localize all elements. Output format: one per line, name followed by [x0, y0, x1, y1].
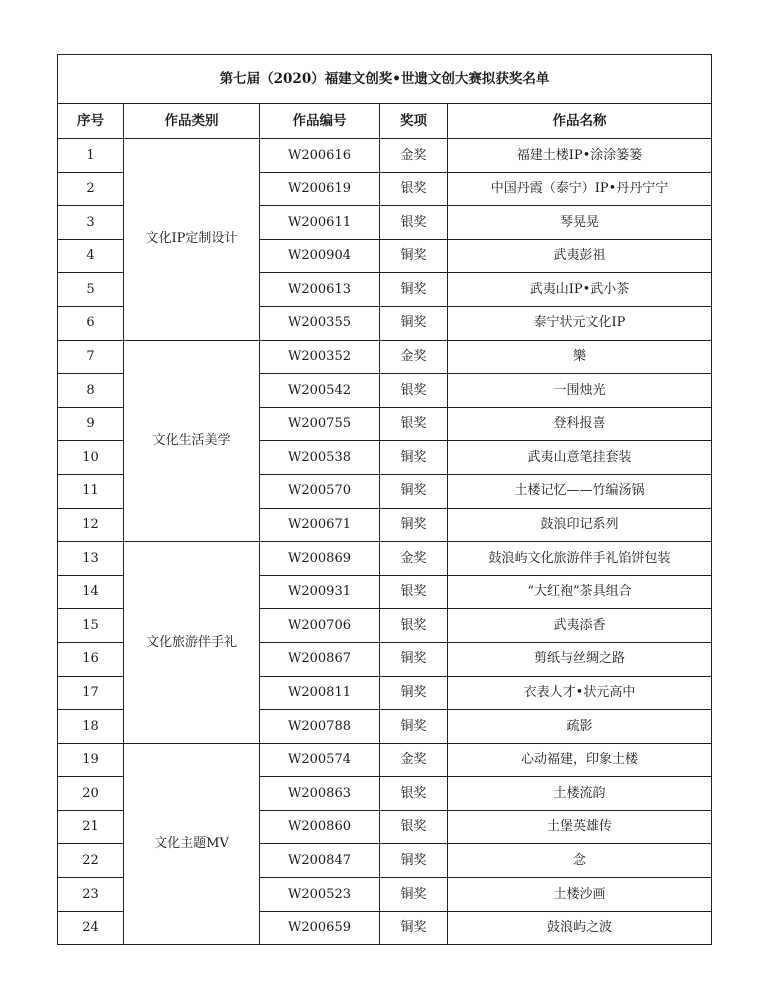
cell-code: W200523 [260, 878, 380, 912]
cell-code: W200788 [260, 710, 380, 744]
cell-code: W200619 [260, 172, 380, 206]
cell-serial: 6 [58, 306, 124, 340]
cell-work-name: 琴晃晃 [448, 206, 712, 240]
cell-award: 银奖 [380, 172, 448, 206]
cell-award: 银奖 [380, 374, 448, 408]
cell-serial: 17 [58, 676, 124, 710]
cell-work-name: 心动福建，印象土楼 [448, 743, 712, 777]
cell-serial: 24 [58, 911, 124, 945]
cell-work-name: 武夷彭祖 [448, 239, 712, 273]
cell-serial: 9 [58, 407, 124, 441]
cell-work-name: 剪纸与丝绸之路 [448, 642, 712, 676]
cell-award: 金奖 [380, 542, 448, 576]
cell-code: W200863 [260, 777, 380, 811]
cell-award: 铜奖 [380, 710, 448, 744]
cell-award: 铜奖 [380, 474, 448, 508]
cell-award: 铜奖 [380, 844, 448, 878]
cell-award: 银奖 [380, 206, 448, 240]
cell-work-name: 念 [448, 844, 712, 878]
cell-work-name: “大红袍”茶具组合 [448, 575, 712, 609]
cell-code: W200671 [260, 508, 380, 542]
header-category: 作品类别 [124, 104, 260, 139]
cell-award: 铜奖 [380, 642, 448, 676]
cell-work-name: 鼓浪屿文化旅游伴手礼馅饼包装 [448, 542, 712, 576]
cell-work-name: 中国丹霞（泰宁）IP•丹丹宁宁 [448, 172, 712, 206]
cell-work-name: 土楼流韵 [448, 777, 712, 811]
table-row [58, 743, 712, 777]
header-work-name: 作品名称 [448, 104, 712, 139]
cell-code: W200847 [260, 844, 380, 878]
cell-serial: 10 [58, 441, 124, 475]
cell-code: W200869 [260, 542, 380, 576]
cell-serial: 23 [58, 878, 124, 912]
cell-serial: 14 [58, 575, 124, 609]
cell-work-name: 泰宁状元文化IP [448, 306, 712, 340]
table-row [58, 542, 712, 576]
cell-code: W200867 [260, 642, 380, 676]
table-row [58, 139, 712, 173]
cell-award: 铜奖 [380, 306, 448, 340]
cell-category: 文化旅游伴手礼 [124, 542, 260, 744]
cell-code: W200811 [260, 676, 380, 710]
header-serial: 序号 [58, 104, 124, 139]
cell-serial: 12 [58, 508, 124, 542]
cell-serial: 7 [58, 340, 124, 374]
cell-serial: 18 [58, 710, 124, 744]
cell-work-name: 武夷山IP•武小茶 [448, 273, 712, 307]
cell-code: W200538 [260, 441, 380, 475]
page-title: 第七届（2020）福建文创奖•世遗文创大赛拟获奖名单 [58, 55, 712, 104]
cell-serial: 13 [58, 542, 124, 576]
cell-code: W200904 [260, 239, 380, 273]
header-award: 奖项 [380, 104, 448, 139]
cell-code: W200355 [260, 306, 380, 340]
cell-serial: 4 [58, 239, 124, 273]
cell-serial: 21 [58, 810, 124, 844]
cell-work-name: 土楼沙画 [448, 878, 712, 912]
cell-work-name: 土楼记忆——竹编汤锅 [448, 474, 712, 508]
cell-code: W200542 [260, 374, 380, 408]
cell-award: 铜奖 [380, 508, 448, 542]
award-list-body [58, 55, 712, 945]
cell-work-name: 一围烛光 [448, 374, 712, 408]
title-row [58, 55, 712, 104]
cell-award: 铜奖 [380, 878, 448, 912]
table-row [58, 340, 712, 374]
cell-serial: 22 [58, 844, 124, 878]
cell-serial: 16 [58, 642, 124, 676]
cell-award: 铜奖 [380, 273, 448, 307]
cell-award: 银奖 [380, 810, 448, 844]
cell-code: W200613 [260, 273, 380, 307]
cell-award: 银奖 [380, 777, 448, 811]
cell-code: W200570 [260, 474, 380, 508]
header-code: 作品编号 [260, 104, 380, 139]
cell-award: 银奖 [380, 575, 448, 609]
cell-award: 银奖 [380, 609, 448, 643]
cell-serial: 1 [58, 139, 124, 173]
cell-work-name: 衣表人才•状元高中 [448, 676, 712, 710]
cell-serial: 19 [58, 743, 124, 777]
cell-award: 铜奖 [380, 441, 448, 475]
cell-award: 金奖 [380, 340, 448, 374]
cell-work-name: 福建土楼IP•涂涂篓篓 [448, 139, 712, 173]
cell-work-name: 武夷添香 [448, 609, 712, 643]
cell-code: W200352 [260, 340, 380, 374]
cell-code: W200755 [260, 407, 380, 441]
cell-serial: 20 [58, 777, 124, 811]
cell-code: W200706 [260, 609, 380, 643]
cell-serial: 3 [58, 206, 124, 240]
cell-serial: 15 [58, 609, 124, 643]
cell-award: 铜奖 [380, 239, 448, 273]
cell-code: W200659 [260, 911, 380, 945]
header-row [58, 104, 712, 139]
cell-work-name: 土堡英雄传 [448, 810, 712, 844]
cell-work-name: 登科报喜 [448, 407, 712, 441]
cell-serial: 5 [58, 273, 124, 307]
cell-award: 银奖 [380, 407, 448, 441]
cell-code: W200616 [260, 139, 380, 173]
cell-award: 金奖 [380, 139, 448, 173]
cell-serial: 11 [58, 474, 124, 508]
cell-work-name: 鼓浪屿之波 [448, 911, 712, 945]
cell-category: 文化生活美学 [124, 340, 260, 542]
cell-work-name: 鼓浪印记系列 [448, 508, 712, 542]
cell-serial: 8 [58, 374, 124, 408]
cell-code: W200860 [260, 810, 380, 844]
cell-category: 文化IP定制设计 [124, 139, 260, 341]
cell-code: W200611 [260, 206, 380, 240]
cell-code: W200931 [260, 575, 380, 609]
cell-category: 文化主题MV [124, 743, 260, 945]
cell-award: 金奖 [380, 743, 448, 777]
cell-award: 铜奖 [380, 911, 448, 945]
cell-serial: 2 [58, 172, 124, 206]
cell-work-name: 樂 [448, 340, 712, 374]
award-list-table [57, 54, 712, 945]
cell-work-name: 疏影 [448, 710, 712, 744]
cell-work-name: 武夷山意笔挂套装 [448, 441, 712, 475]
cell-code: W200574 [260, 743, 380, 777]
cell-award: 铜奖 [380, 676, 448, 710]
